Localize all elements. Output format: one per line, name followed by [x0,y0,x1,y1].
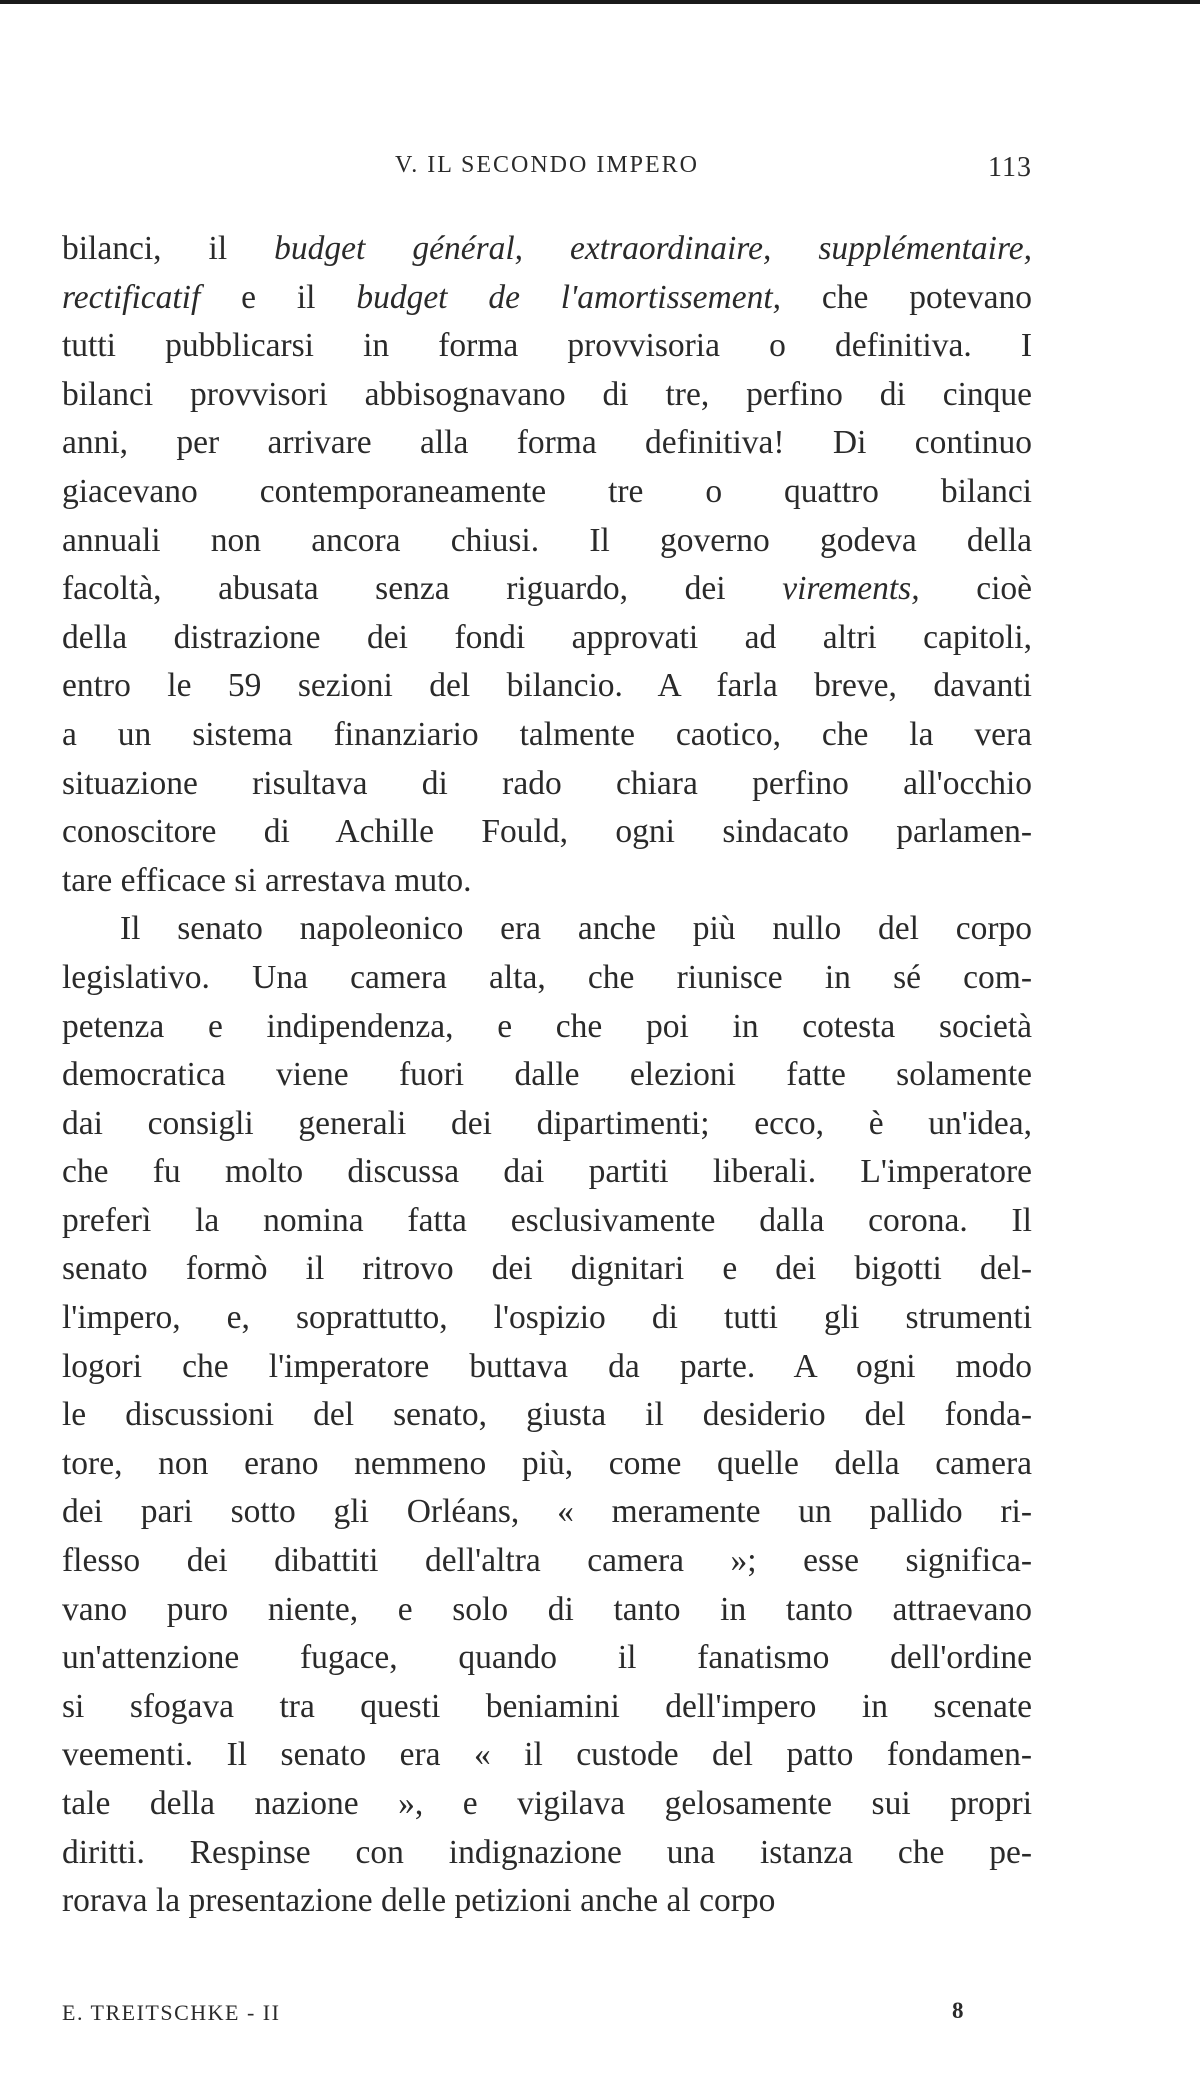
text-line [62,1391,1032,1440]
text-run: situazione risultava di rado chiara perfino all'occhio [62,764,1032,802]
text-line [62,1488,1032,1537]
text-run: legislativo. Una camera alta, che riunisce in sé com- [62,958,1032,996]
text-run: tale della nazione », e vigilava gelosamente sui propri [62,1785,1032,1822]
text-run: vano puro niente, e solo di tanto in tanto attraevano [62,1590,1032,1628]
paragraph [62,225,1032,905]
italic-text: virements, [782,570,920,608]
text-line [62,517,1032,566]
signature-mark: 8 [952,1998,964,2023]
text-run: rorava la presentazione delle petizioni anche al corpo [62,1882,776,1920]
text-line [62,711,1032,760]
text-line [62,1100,1032,1149]
text-line [62,565,1032,614]
text-line [62,1440,1032,1489]
text-run: a un sistema finanziario talmente caotico, che la vera [62,715,1032,753]
text-line [62,857,1032,906]
text-line [62,1197,1032,1246]
text-run: giacevano contemporaneamente tre o quattro bilanci [62,472,1032,510]
text-line [62,468,1032,517]
text-run: Il senato napoleonico era anche più nullo del corpo [120,910,1032,948]
text-run: preferì la nomina fatta esclusivamente dalla corona. Il [62,1201,1032,1239]
text-run: bilanci provvisori abbisognavano di tre, perfino di cinque [62,375,1032,413]
running-head [62,152,1032,192]
text-line [62,760,1032,809]
text-run: tore, non erano nemmeno più, come quelle della camera [62,1444,1032,1482]
running-title: V. IL SECONDO IMPERO [394,152,700,178]
text-run: che fu molto discussa dai partiti liberali. L'imperatore [62,1153,1032,1191]
text-line [62,274,1032,323]
text-line [62,1731,1032,1780]
text-line [62,1780,1032,1829]
paragraph [62,905,1032,1925]
text-run: un'attenzione fugace, quando il fanatismo dell'ordine [62,1639,1032,1677]
text-line [62,322,1032,371]
text-run: democratica viene fuori dalle elezioni fatte solamente [62,1056,1032,1094]
text-run: annuali non ancora chiusi. Il governo godeva della [62,521,1032,559]
text-line [62,419,1032,468]
italic-text: rectificatif [62,278,201,316]
text-line [62,1877,1032,1926]
text-line [62,1634,1032,1683]
text-run: tutti pubblicarsi in forma provvisoria o definitiva. I [62,327,1032,365]
text-run: petenza e indipendenza, e che poi in cotesta società [62,1007,1032,1045]
text-run: le discussioni del senato, giusta il desiderio del fonda- [62,1396,1032,1434]
text-line [62,905,1032,954]
text-run: senato formò il ritrovo dei dignitari e dei bigotti del- [62,1250,1032,1288]
text-line [62,225,1032,274]
text-line [62,662,1032,711]
text-line [62,1003,1032,1052]
text-line [62,1683,1032,1732]
text-run: l'impero, e, soprattutto, l'ospizio di tutti gli strumenti [62,1299,1032,1337]
text-run: conoscitore di Achille Fould, ogni sindacato parlamen- [62,813,1032,851]
text-run: facoltà, abusata senza riguardo, dei [62,570,783,608]
text-run: si sfogava tra questi beniamini dell'impero in scenate [62,1687,1032,1725]
text-line [62,614,1032,663]
text-line [62,1051,1032,1100]
text-run: diritti. Respinse con indignazione una istanza che pe- [62,1833,1032,1871]
italic-text: budget général, extraordinaire, supplémentaire, [274,230,1032,267]
text-line [62,1343,1032,1392]
text-line [62,371,1032,420]
text-run: veementi. Il senato era « il custode del patto fondamen- [62,1736,1032,1774]
text-line [62,808,1032,857]
text-run: bilanci, il [62,230,275,267]
text-run: della distrazione dei fondi approvati ad altri capitoli, [62,618,1032,656]
text-line [62,1148,1032,1197]
text-run: che potevano [781,278,1032,316]
text-run: logori che l'imperatore buttava da parte. A ogni modo [62,1347,1032,1385]
top-border-rule [0,0,1200,4]
text-line [62,1537,1032,1586]
printer-signature: E. TREITSCHKE - II [62,2000,281,2025]
text-run: anni, per arrivare alla forma definitiva! Di continuo [62,424,1032,462]
text-run: entro le 59 sezioni del bilancio. A farla breve, davanti [62,667,1032,705]
text-line [62,1586,1032,1635]
text-line [62,954,1032,1003]
text-run: dai consigli generali dei dipartimenti; ecco, è un'idea, [62,1104,1032,1142]
text-line [62,1245,1032,1294]
text-run: dei pari sotto gli Orléans, « meramente un pallido ri- [62,1493,1032,1531]
text-run: cioè [919,570,1033,608]
text-line [62,1829,1032,1878]
text-run: e il [200,278,357,316]
text-run: flesso dei dibattiti dell'altra camera »; esse significa- [62,1542,1032,1580]
body-text [62,225,1032,1926]
page-number: 113 [988,152,1032,183]
text-run: tare efficace si arrestava muto. [62,861,472,899]
text-line [62,1294,1032,1343]
italic-text: budget de l'amortissement, [356,278,782,316]
